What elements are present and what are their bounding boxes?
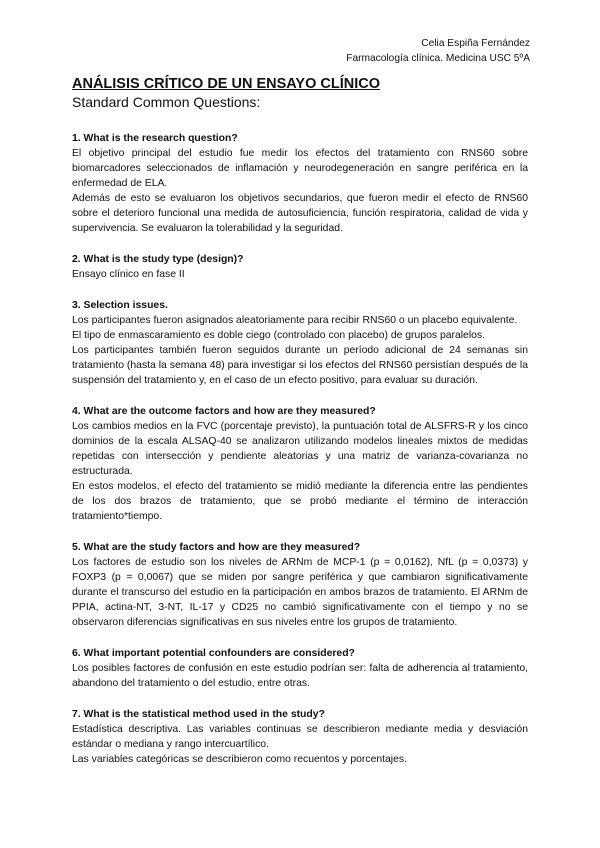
section-heading: 3. Selection issues. — [72, 300, 168, 311]
paragraph: Los participantes fueron asignados aleatoriamente para recibir RNS60 o un placebo equivalente. — [72, 315, 518, 326]
paragraph: Los posibles factores de confusión en este estudio podrían ser: falta de adherencia al tratamiento, abandono del tratamiento o del estudio, entre otras. — [72, 663, 528, 689]
paragraph: El tipo de enmascaramiento es doble ciego (controlado con placebo) de grupos paralelos. — [72, 330, 485, 341]
document-title: ANÁLISIS CRÍTICO DE UN ENSAYO CLÍNICO — [72, 76, 381, 92]
paragraph: Los factores de estudio son los niveles de ARNm de MCP-1 (p = 0,0162), NfL (p = 0,0373) y FOXP3 (p = 0,0067) que se miden por sangre periférica y que cambiaron significativamente durante el transcurso del estudio en la participación en ambos brazos de tratamiento. El ARNm de PPIA, actina-NT, 3-NT, IL-17 y CD25 no cambió significativamente con el tiempo y no se observaron diferencias significativas en sus niveles entre los grupos de tratamiento. — [72, 557, 528, 628]
course-info: Farmacología clínica. Medicina USC 5ºA — [346, 53, 530, 64]
section-study-type — [72, 252, 528, 282]
section-statistical-method — [72, 707, 528, 767]
section-heading: 1. What is the research question? — [72, 133, 238, 144]
paragraph: En estos modelos, el efecto del tratamiento se midió mediante la diferencia entre las pendientes de los dos brazos de tratamiento, que se probó mediante el término de interacción tratamiento*tiempo. — [72, 481, 528, 522]
paragraph: Los participantes también fueron seguidos durante un período adicional de 24 semanas sin tratamiento (hasta la semana 48) para investigar si los efectos del RNS60 persistían después de la suspensión del tratamiento y, en el caso de un efecto positivo, para evaluar su duración. — [72, 345, 528, 386]
document-subtitle: Standard Common Questions: — [72, 94, 261, 110]
paragraph: Además de esto se evaluaron los objetivos secundarios, que fueron medir el efecto de RNS60 sobre el deterioro funcional una medida de autosuficiencia, función respiratoria, calidad de vida y supervivencia. Se evaluaron la tolerabilidad y la seguridad. — [72, 193, 528, 234]
paragraph: Los cambios medios en la FVC (porcentaje previsto), la puntuación total de ALSFRS-R y los cinco dominios de la escala ALSAQ-40 se analizaron utilizando modelos lineales mixtos de medidas repetidas con intersección y pendiente aleatorias y una matriz de varianza-covarianza no estructurada. — [72, 421, 528, 477]
author-name: Celia Espiña Fernández — [421, 38, 530, 49]
section-outcome-factors — [72, 404, 528, 524]
paragraph: El objetivo principal del estudio fue medir los efectos del tratamiento con RNS60 sobre biomarcadores seleccionados de inflamación y neurodegeneración en sangre periférica en la enfermedad de ELA. — [72, 148, 528, 189]
section-study-factors — [72, 540, 528, 630]
section-confounders — [72, 646, 528, 691]
section-research-question — [72, 131, 528, 236]
paragraph: Las variables categóricas se describieron como recuentos y porcentajes. — [72, 754, 407, 765]
section-heading: 7. What is the statistical method used in the study? — [72, 709, 325, 720]
paragraph: Estadística descriptiva. Las variables continuas se describieron mediante media y desviación estándar o mediana y rango intercuartílico. — [72, 724, 528, 750]
section-heading: 6. What important potential confounders are considered? — [72, 648, 355, 659]
paragraph: Ensayo clínico en fase II — [72, 269, 185, 280]
page-header — [72, 36, 530, 66]
section-selection-issues — [72, 298, 528, 388]
section-heading: 5. What are the study factors and how are they measured? — [72, 542, 361, 553]
section-heading: 2. What is the study type (design)? — [72, 254, 244, 265]
section-heading: 4. What are the outcome factors and how are they measured? — [72, 406, 376, 417]
